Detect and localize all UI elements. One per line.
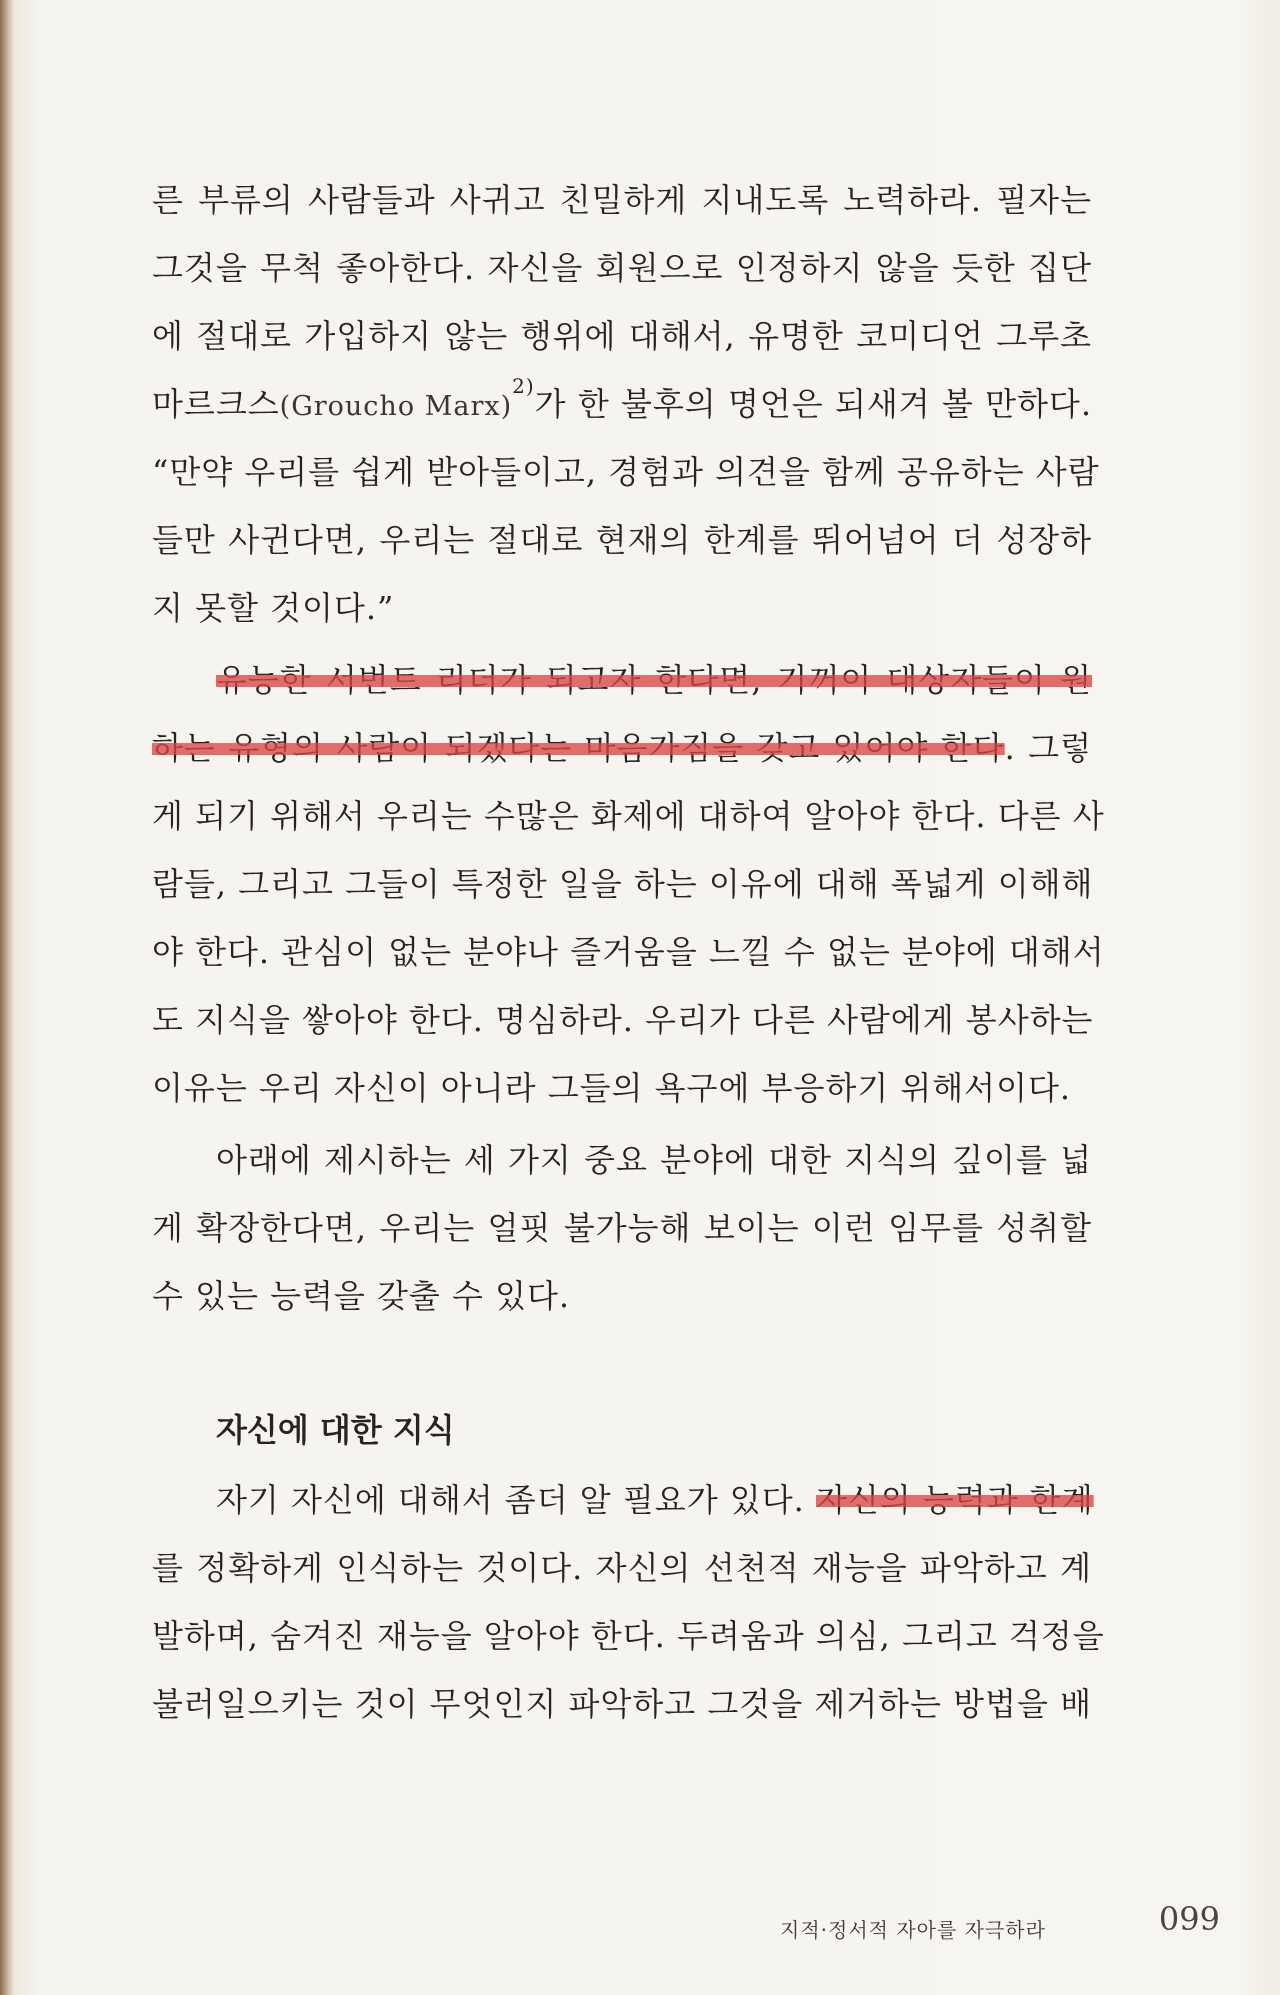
highlighted-text: 자신의 능력과 한계 bbox=[815, 1481, 1094, 1519]
text-line: 지 못할 것이다.” bbox=[152, 589, 395, 627]
text-segment: 자기 자신에 대해서 좀더 알 필요가 있다. bbox=[216, 1481, 816, 1519]
text-line: 람들, 그리고 그들이 특정한 일을 하는 이유에 대해 폭넓게 이해해 bbox=[152, 865, 1094, 903]
highlighted-text: 하는 유형의 사람이 되겠다는 마음가짐을 갖고 있어야 한다 bbox=[152, 729, 1005, 767]
text-line: 게 되기 위해서 우리는 수많은 화제에 대하여 알아야 한다. 다른 사 bbox=[152, 797, 1105, 835]
text-line: 게 확장한다면, 우리는 얼핏 불가능해 보이는 이런 임무를 성취할 bbox=[152, 1209, 1092, 1247]
paragraph-3 bbox=[152, 1126, 1092, 1330]
text-line: 그것을 무척 좋아한다. 자신을 회원으로 인정하지 않을 듯한 집단 bbox=[152, 249, 1092, 287]
text-segment: . 그렇 bbox=[1004, 729, 1093, 767]
running-title: 지적·정서적 자아를 자극하라 bbox=[780, 1918, 1046, 1942]
section-heading: 자신에 대한 지식 bbox=[216, 1411, 455, 1449]
text-segment: 가 한 불후의 명언은 되새겨 볼 만하다. bbox=[534, 385, 1092, 423]
text-line bbox=[152, 646, 1092, 714]
text-segment: 마르크스 bbox=[152, 385, 280, 423]
footnote-marker: 2) bbox=[512, 374, 535, 398]
paragraph-2 bbox=[152, 646, 1105, 1122]
text-line: “만약 우리를 쉽게 받아들이고, 경험과 의견을 함께 공유하는 사람 bbox=[152, 453, 1100, 491]
text-line: 들만 사귄다면, 우리는 절대로 현재의 한계를 뛰어넘어 더 성장하 bbox=[152, 521, 1092, 559]
text-line: 이유는 우리 자신이 아니라 그들의 욕구에 부응하기 위해서이다. bbox=[152, 1069, 1072, 1107]
text-line: 수 있는 능력을 갖출 수 있다. bbox=[152, 1277, 571, 1315]
highlighted-text: 유능한 서번트 리더가 되고자 한다면, 기꺼이 대상자들이 원 bbox=[216, 661, 1092, 699]
text-line: 야 한다. 관심이 없는 분야나 즐거움을 느낄 수 없는 분야에 대해서 bbox=[152, 933, 1105, 971]
text-line bbox=[152, 1466, 1092, 1534]
text-line: 아래에 제시하는 세 가지 중요 분야에 대한 지식의 깊이를 넓 bbox=[216, 1141, 1092, 1179]
text-line: 불러일으키는 것이 무엇인지 파악하고 그것을 제거하는 방법을 배 bbox=[152, 1685, 1092, 1723]
page-number: 099 bbox=[1158, 1900, 1220, 1938]
paragraph-4 bbox=[152, 1466, 1105, 1738]
paragraph-1 bbox=[152, 166, 1100, 642]
text-line: 도 지식을 쌓아야 한다. 명심하라. 우리가 다른 사람에게 봉사하는 bbox=[152, 1001, 1094, 1039]
text-line bbox=[152, 370, 1092, 438]
text-line: 른 부류의 사람들과 사귀고 친밀하게 지내도록 노력하라. 필자는 bbox=[152, 181, 1092, 219]
book-spine-edge bbox=[0, 0, 14, 1995]
page-footer bbox=[780, 1900, 1220, 1948]
text-line: 를 정확하게 인식하는 것이다. 자신의 선천적 재능을 파악하고 계 bbox=[152, 1549, 1092, 1587]
latin-name: (Groucho Marx) bbox=[279, 391, 513, 422]
text-line bbox=[152, 714, 1092, 782]
text-line: 발하며, 숨겨진 재능을 알아야 한다. 두려움과 의심, 그리고 걱정을 bbox=[152, 1617, 1105, 1655]
text-line: 에 절대로 가입하지 않는 행위에 대해서, 유명한 코미디언 그루초 bbox=[152, 317, 1092, 355]
